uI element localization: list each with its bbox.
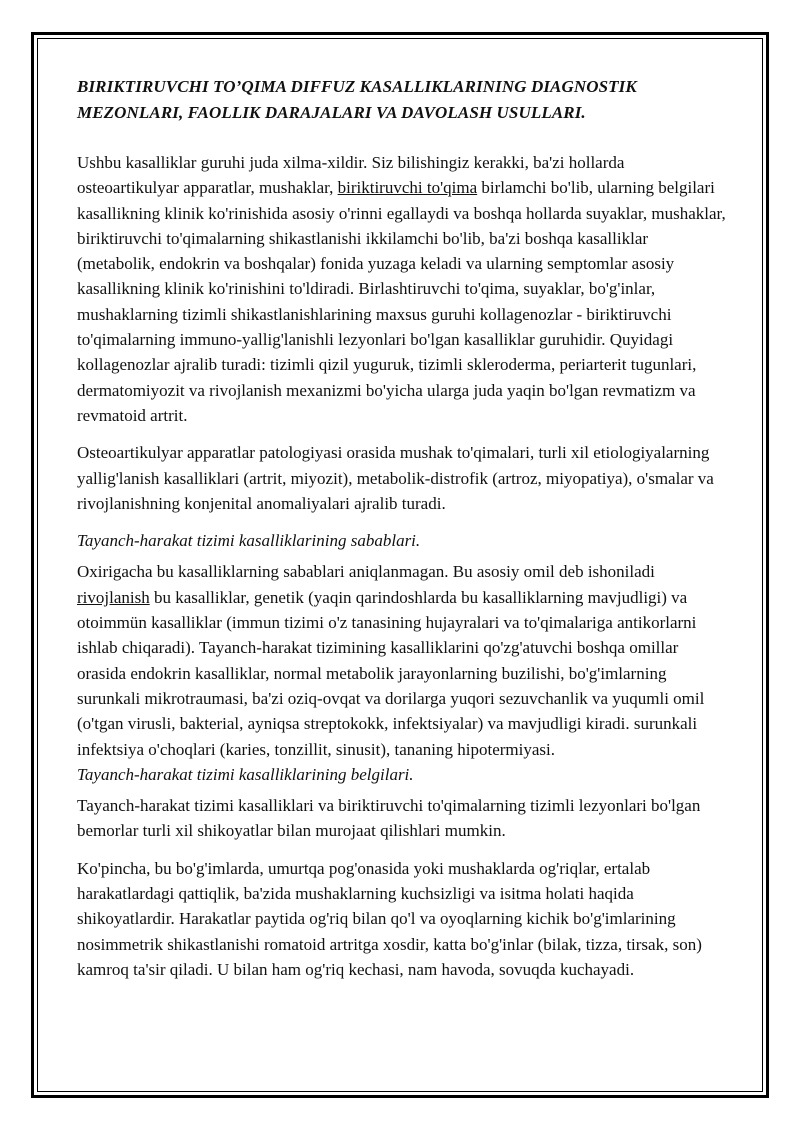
- link-biriktiruvchi-toqima[interactable]: biriktiruvchi to'qima: [337, 178, 478, 198]
- paragraph-causes-text-b: bu kasalliklar, genetik (yaqin qarindoshlarda bu kasalliklarning mavjudligi) va otoimmün kasalliklar (immun tizimi o'z tanasining hujayralari va to'qimalariga antikorlarni ishlab chiqaradi). Tayanch-harakat tizimining kasalliklarini qo'zg'atuvchi boshqa omillar orasida endokrin kasalliklar, normal metabolik jarayonlarning buzilishi, bo'g'imlarning surunkali mikrotraumasi, ba'zi oziq-ovqat va dorilarga yuqori sezuvchanlik va yuqumli omil (o'tgan virusli, bakterial, ayniqsa streptokokk, infektsiyalar) va mavjudligi kiradi. surunkali infektsiya o'choqlari (karies, tonzillit, sinusit), tananing hipotermiyasi.: [77, 587, 705, 759]
- link-rivojlanish[interactable]: rivojlanish: [77, 587, 150, 607]
- document-body: [77, 74, 727, 994]
- paragraph-intro-text-b: birlamchi bo'lib, ularning belgilari kasallikning klinik ko'rinishida asosiy o'rinni egallaydi va boshqa hollarda suyaklar, mushaklar, biriktiruvchi to'qimalarning shikastlanishi ikkilamchi bo'lib, ba'zi boshqa kasalliklar (metabolik, endokrin va boshqalar) fonida yuzaga keladi va ularning semptomlar asosiy kasallikning klinik ko'rinishini to'ldiradi. Birlashtiruvchi to'qima, suyaklar, bo'g'inlar, mushaklarning tizimli shikastlanishlarining maxsus guruhi kollagenozlar - biriktiruvchi to'qimalarning immuno-yallig'lanishli lezyonlari bo'lgan kasalliklar guruhidir. Quyidagi kollagenozlar ajralib turadi: tizimli qizil yuguruk, tizimli skleroderma, periarterit tugunlari, dermatomiyozit va rivojlanish mexanizmi bo'yicha ularga juda yaqin bo'lgan revmatizm va revmatoid artrit.: [77, 178, 726, 425]
- paragraph-intro-text-a: Ushbu kasalliklar guruhi juda xilma-xildir. Siz bilishingiz kerakki, ba'zi hollarda osteoartikulyar apparatlar, mushaklar,: [77, 153, 625, 198]
- section-heading-symptoms: Tayanch-harakat tizimi kasalliklarining belgilari.: [77, 764, 414, 784]
- paragraph-causes-text-a: Oxirigacha bu kasalliklarning sabablari aniqlanmagan. Bu asosiy omil deb ishoniladi: [77, 562, 655, 582]
- paragraph-intro: [77, 150, 727, 428]
- paragraph-symptoms-details: Ko'pincha, bu bo'g'imlarda, umurtqa pog'onasida yoki mushaklarda og'riqlar, ertalab harakatlardagi qattiqlik, ba'zida mushaklarning kuchsizligi va isitma holati haqida shikoyatlardir. Harakatlar paytida og'riq bilan qo'l va oyoqlarning kichik bo'g'imlarining nosimmetrik shikastlanishi romatoid artritga xosdir, katta bo'g'inlar (bilak, tizza, tirsak, son) kamroq ta'sir qiladi. U bilan ham og'riq kechasi, nam havoda, sovuqda kuchayadi.: [77, 858, 702, 979]
- paragraph-osteoartikulyar: Osteoartikulyar apparatlar patologiyasi orasida mushak to'qimalari, turli xil etiologiyalarning yallig'lanish kasalliklari (artrit, miyozit), metabolik-distrofik (artroz, miyopatiya), o'smalar va rivojlanishning konjenital anomaliyalari ajralib turadi.: [77, 443, 714, 513]
- paragraph-causes: [77, 559, 727, 761]
- document-title: BIRIKTIRUVCHI TO’QIMA DIFFUZ KASALLIKLARINING DIAGNOSTIK MEZONLARI, FAOLLIK DARAJALARI VA DAVOLASH USULLARI.: [77, 77, 637, 122]
- paragraph-symptoms-intro: Tayanch-harakat tizimi kasalliklari va biriktiruvchi to'qimalarning tizimli lezyonlari bo'lgan bemorlar turli xil shikoyatlar bilan murojaat qilishlari mumkin.: [77, 796, 701, 841]
- section-heading-causes: Tayanch-harakat tizimi kasalliklarining sabablari.: [77, 531, 421, 551]
